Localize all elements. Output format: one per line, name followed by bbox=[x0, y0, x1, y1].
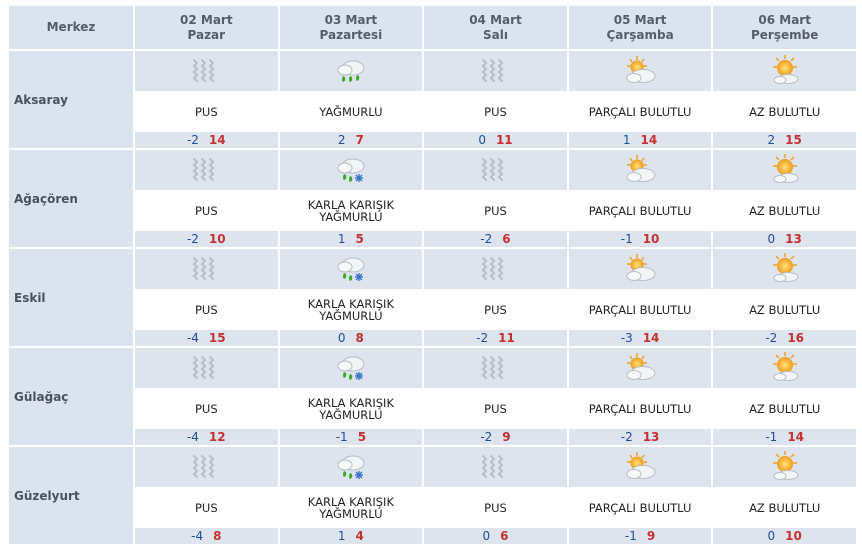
min-temperature: 0 bbox=[482, 529, 491, 543]
mostly-sunny-icon bbox=[767, 153, 803, 187]
max-temperature: 14 bbox=[640, 133, 658, 147]
weather-icon-cell bbox=[713, 51, 856, 91]
city-condition-row bbox=[9, 192, 856, 229]
temperature-cell bbox=[569, 132, 712, 148]
sleet-icon bbox=[333, 252, 369, 286]
temperature-cell bbox=[280, 231, 423, 247]
max-temperature: 10 bbox=[642, 232, 660, 246]
max-temperature: 4 bbox=[355, 529, 364, 543]
center-column-header: Merkez bbox=[9, 6, 133, 49]
weather-icon-cell bbox=[280, 348, 423, 388]
min-temperature: -2 bbox=[765, 331, 778, 345]
min-temperature: -2 bbox=[186, 232, 199, 246]
temperature-cell bbox=[424, 231, 567, 247]
max-temperature: 10 bbox=[785, 529, 802, 543]
weather-icon-cell bbox=[424, 447, 567, 487]
sleet-icon bbox=[333, 450, 369, 484]
fog-icon bbox=[188, 450, 224, 484]
min-temperature: 0 bbox=[478, 133, 486, 147]
temperature-cell bbox=[424, 330, 567, 346]
weather-icon-cell bbox=[424, 51, 567, 91]
fog-icon bbox=[477, 252, 513, 286]
day-date: 04 Mart bbox=[469, 12, 522, 27]
temperature-cell bbox=[280, 330, 423, 346]
weather-condition: YAĞMURLU bbox=[280, 93, 423, 130]
city-condition-row bbox=[9, 489, 856, 526]
temperature-cell bbox=[135, 231, 278, 247]
temperature-cell bbox=[569, 528, 712, 544]
weather-condition: AZ BULUTLU bbox=[713, 489, 856, 526]
max-temperature: 7 bbox=[355, 133, 364, 147]
day-weekday: Çarşamba bbox=[606, 27, 674, 42]
sleet-icon bbox=[333, 351, 369, 385]
weather-condition: PARÇALI BULUTLU bbox=[569, 390, 712, 427]
max-temperature: 14 bbox=[208, 133, 226, 147]
mostly-sunny-icon bbox=[767, 351, 803, 385]
day-weekday: Salı bbox=[483, 27, 508, 42]
min-temperature: 0 bbox=[337, 331, 346, 345]
city-name: Ağaçören bbox=[9, 150, 133, 247]
weather-icon-cell bbox=[569, 447, 712, 487]
weather-icon-cell bbox=[424, 348, 567, 388]
max-temperature: 10 bbox=[208, 232, 226, 246]
day-header bbox=[424, 6, 567, 49]
weather-condition: PUS bbox=[135, 192, 278, 229]
min-temperature: 1 bbox=[337, 529, 346, 543]
min-temperature: 0 bbox=[767, 529, 776, 543]
weather-icon-cell bbox=[569, 249, 712, 289]
city-icon-row bbox=[9, 249, 856, 289]
min-temperature: -2 bbox=[476, 331, 489, 345]
day-weekday: Pazar bbox=[187, 27, 226, 42]
min-temperature: 0 bbox=[767, 232, 776, 246]
fog-icon bbox=[188, 252, 224, 286]
max-temperature: 16 bbox=[787, 331, 805, 345]
weather-icon-cell bbox=[569, 348, 712, 388]
city-condition-row bbox=[9, 291, 856, 328]
temperature-cell bbox=[135, 528, 278, 544]
max-temperature: 15 bbox=[785, 133, 802, 147]
max-temperature: 15 bbox=[208, 331, 226, 345]
weather-icon-cell bbox=[280, 249, 423, 289]
temperature-cell bbox=[569, 330, 712, 346]
min-temperature: -1 bbox=[335, 430, 348, 444]
weather-condition: PUS bbox=[135, 291, 278, 328]
max-temperature: 9 bbox=[502, 430, 511, 444]
temperature-cell bbox=[569, 231, 712, 247]
temperature-cell bbox=[280, 528, 423, 544]
weather-condition: KARLA KARIŞIK YAĞMURLU bbox=[280, 192, 423, 229]
city-temperature-row bbox=[9, 528, 856, 544]
weather-icon-cell bbox=[424, 150, 567, 190]
min-temperature: 1 bbox=[622, 133, 631, 147]
min-temperature: -3 bbox=[620, 331, 633, 345]
city-temperature-row bbox=[9, 132, 856, 148]
day-date: 02 Mart bbox=[180, 12, 233, 27]
weather-icon-cell bbox=[135, 447, 278, 487]
weather-icon-cell bbox=[280, 51, 423, 91]
day-weekday: Perşembe bbox=[751, 27, 819, 42]
weather-condition: KARLA KARIŞIK YAĞMURLU bbox=[280, 390, 423, 427]
min-temperature: -2 bbox=[480, 430, 493, 444]
weather-condition: AZ BULUTLU bbox=[713, 192, 856, 229]
weather-icon-cell bbox=[713, 249, 856, 289]
fog-icon bbox=[477, 54, 513, 88]
weather-condition: PARÇALI BULUTLU bbox=[569, 489, 712, 526]
temperature-cell bbox=[135, 132, 278, 148]
day-date: 06 Mart bbox=[758, 12, 811, 27]
max-temperature: 13 bbox=[642, 430, 660, 444]
partly-cloudy-icon bbox=[622, 153, 658, 187]
fog-icon bbox=[188, 153, 224, 187]
weather-condition: PARÇALI BULUTLU bbox=[569, 192, 712, 229]
weather-condition: PARÇALI BULUTLU bbox=[569, 93, 712, 130]
min-temperature: -1 bbox=[765, 430, 778, 444]
city-name: Aksaray bbox=[9, 51, 133, 148]
temperature-cell bbox=[713, 429, 856, 445]
city-name: Eskil bbox=[9, 249, 133, 346]
weather-icon-cell bbox=[569, 51, 712, 91]
min-temperature: -4 bbox=[186, 430, 199, 444]
partly-cloudy-icon bbox=[622, 54, 658, 88]
city-temperature-row bbox=[9, 429, 856, 445]
temperature-cell bbox=[135, 330, 278, 346]
max-temperature: 11 bbox=[498, 331, 515, 345]
rain-icon bbox=[333, 54, 369, 88]
mostly-sunny-icon bbox=[767, 450, 803, 484]
partly-cloudy-icon bbox=[622, 252, 658, 286]
city-icon-row bbox=[9, 447, 856, 487]
weather-icon-cell bbox=[135, 150, 278, 190]
city-condition-row bbox=[9, 93, 856, 130]
city-name: Güzelyurt bbox=[9, 447, 133, 544]
weather-condition: PUS bbox=[135, 390, 278, 427]
min-temperature: -2 bbox=[480, 232, 493, 246]
weather-icon-cell bbox=[569, 150, 712, 190]
weather-icon-cell bbox=[135, 348, 278, 388]
min-temperature: -1 bbox=[624, 529, 637, 543]
max-temperature: 5 bbox=[357, 430, 367, 444]
max-temperature: 6 bbox=[502, 232, 511, 246]
day-header bbox=[135, 6, 278, 49]
temperature-cell bbox=[569, 429, 712, 445]
day-weekday: Pazartesi bbox=[319, 27, 383, 42]
max-temperature: 13 bbox=[785, 232, 802, 246]
forecast-body bbox=[9, 51, 856, 544]
temperature-cell bbox=[713, 132, 856, 148]
temperature-cell bbox=[135, 429, 278, 445]
partly-cloudy-icon bbox=[622, 450, 658, 484]
weather-condition: PUS bbox=[135, 489, 278, 526]
fog-icon bbox=[477, 153, 513, 187]
temperature-cell bbox=[280, 132, 423, 148]
weather-icon-cell bbox=[135, 249, 278, 289]
max-temperature: 12 bbox=[208, 430, 226, 444]
max-temperature: 6 bbox=[500, 529, 509, 543]
max-temperature: 5 bbox=[355, 232, 364, 246]
weather-condition: PUS bbox=[424, 489, 567, 526]
min-temperature: -2 bbox=[620, 430, 633, 444]
fog-icon bbox=[477, 450, 513, 484]
weather-icon-cell bbox=[280, 447, 423, 487]
weather-icon-cell bbox=[713, 348, 856, 388]
max-temperature: 8 bbox=[355, 331, 364, 345]
day-header bbox=[569, 6, 712, 49]
weather-condition: PUS bbox=[424, 390, 567, 427]
mostly-sunny-icon bbox=[767, 54, 803, 88]
weather-condition: AZ BULUTLU bbox=[713, 390, 856, 427]
max-temperature: 11 bbox=[495, 133, 513, 147]
header-row bbox=[9, 6, 856, 49]
weather-condition: KARLA KARIŞIK YAĞMURLU bbox=[280, 291, 423, 328]
min-temperature: -4 bbox=[191, 529, 204, 543]
day-date: 03 Mart bbox=[324, 12, 378, 27]
weather-condition: PARÇALI BULUTLU bbox=[569, 291, 712, 328]
temperature-cell bbox=[424, 528, 567, 544]
temperature-cell bbox=[713, 330, 856, 346]
weather-icon-cell bbox=[135, 51, 278, 91]
city-temperature-row bbox=[9, 231, 856, 247]
day-header bbox=[713, 6, 856, 49]
min-temperature: 2 bbox=[337, 133, 346, 147]
city-temperature-row bbox=[9, 330, 856, 346]
min-temperature: 1 bbox=[337, 232, 346, 246]
fog-icon bbox=[188, 351, 224, 385]
temperature-cell bbox=[424, 132, 567, 148]
fog-icon bbox=[477, 351, 513, 385]
temperature-cell bbox=[713, 528, 856, 544]
sleet-icon bbox=[333, 153, 369, 187]
city-icon-row bbox=[9, 150, 856, 190]
weather-condition: PUS bbox=[135, 93, 278, 130]
temperature-cell bbox=[280, 429, 423, 445]
weather-condition: PUS bbox=[424, 93, 567, 130]
weather-condition: AZ BULUTLU bbox=[713, 93, 856, 130]
weather-condition: PUS bbox=[424, 291, 567, 328]
max-temperature: 14 bbox=[787, 430, 805, 444]
weather-condition: PUS bbox=[424, 192, 567, 229]
city-name: Gülağaç bbox=[9, 348, 133, 445]
max-temperature: 8 bbox=[213, 529, 222, 543]
temperature-cell bbox=[424, 429, 567, 445]
forecast-table bbox=[7, 4, 858, 546]
city-condition-row bbox=[9, 390, 856, 427]
fog-icon bbox=[188, 54, 224, 88]
day-header bbox=[280, 6, 423, 49]
weather-icon-cell bbox=[713, 150, 856, 190]
weather-icon-cell bbox=[424, 249, 567, 289]
partly-cloudy-icon bbox=[622, 351, 658, 385]
weather-condition: KARLA KARIŞIK YAĞMURLU bbox=[280, 489, 423, 526]
weather-icon-cell bbox=[280, 150, 423, 190]
min-temperature: -1 bbox=[620, 232, 633, 246]
max-temperature: 14 bbox=[642, 331, 660, 345]
min-temperature: 2 bbox=[767, 133, 776, 147]
day-date: 05 Mart bbox=[613, 12, 667, 27]
city-icon-row bbox=[9, 51, 856, 91]
mostly-sunny-icon bbox=[767, 252, 803, 286]
min-temperature: -4 bbox=[186, 331, 199, 345]
max-temperature: 9 bbox=[646, 529, 656, 543]
min-temperature: -2 bbox=[186, 133, 199, 147]
weather-icon-cell bbox=[713, 447, 856, 487]
temperature-cell bbox=[713, 231, 856, 247]
city-icon-row bbox=[9, 348, 856, 388]
weather-condition: AZ BULUTLU bbox=[713, 291, 856, 328]
